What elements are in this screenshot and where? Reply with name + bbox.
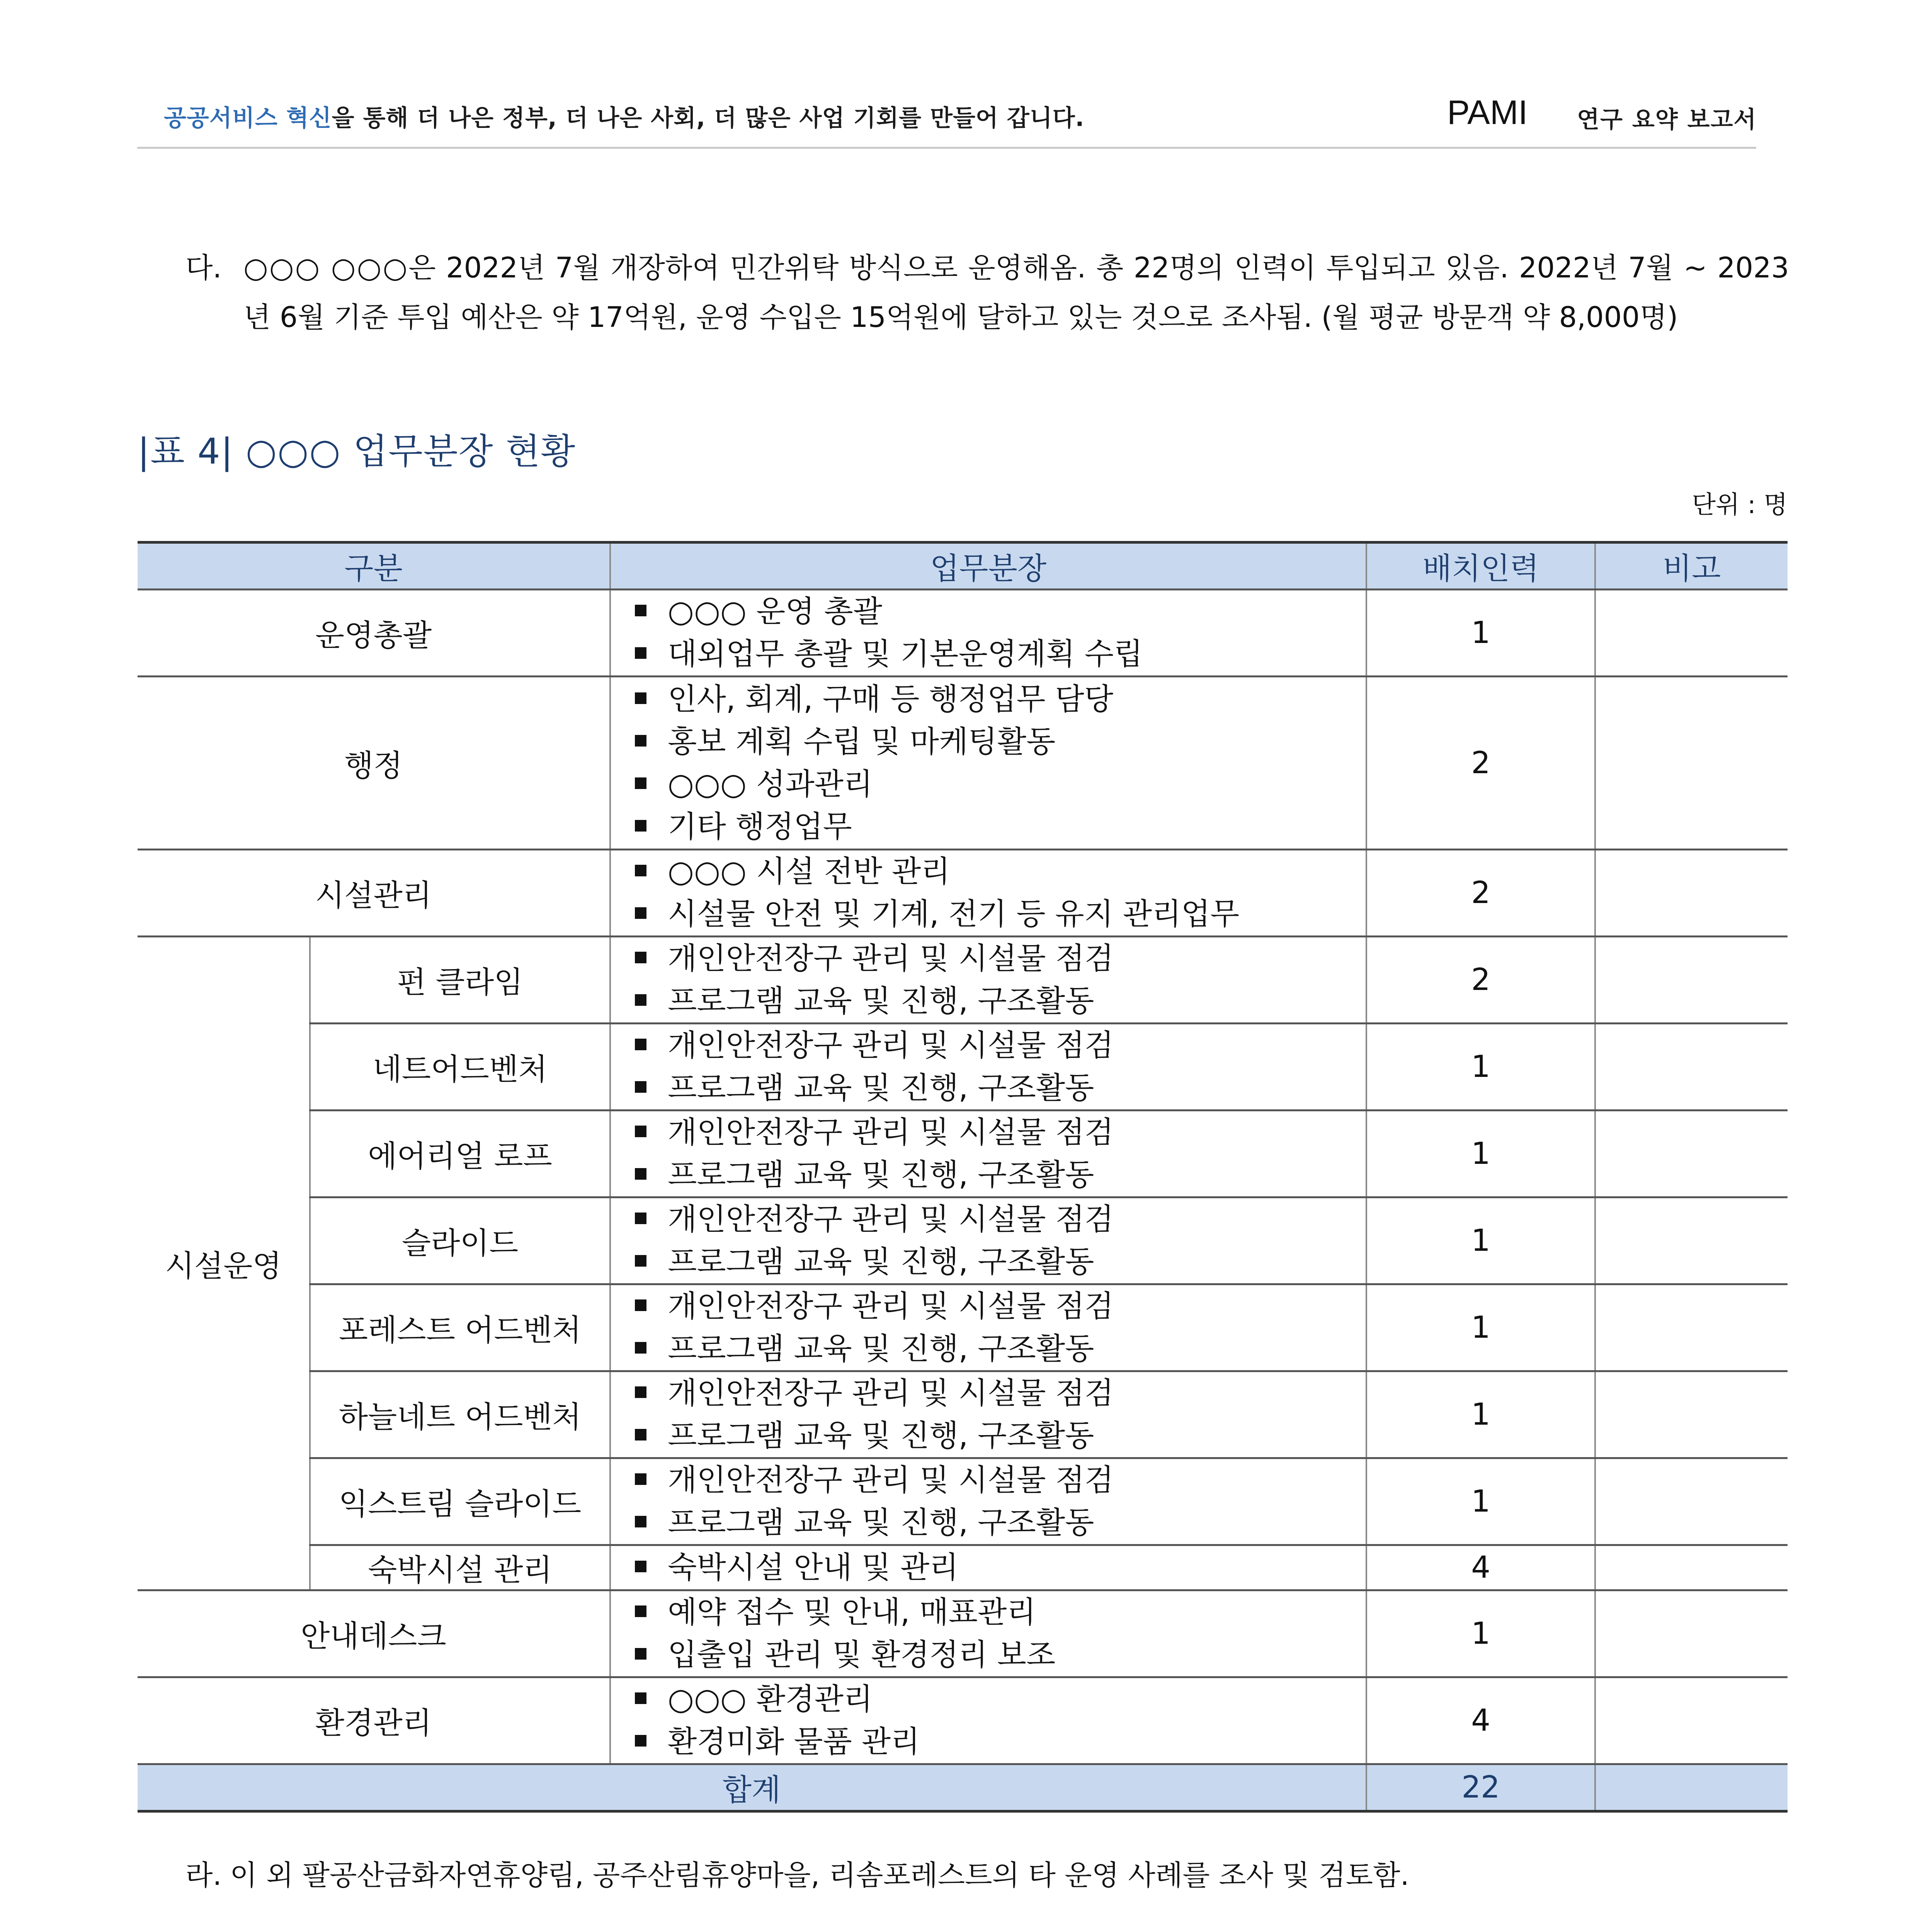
square-bullet-icon	[635, 820, 646, 832]
row-staff: 2	[1366, 850, 1595, 937]
row-staff: 4	[1366, 1677, 1595, 1764]
row-staff: 4	[1366, 1545, 1595, 1590]
duty-text: 환경미화 물품 관리	[668, 1725, 920, 1759]
row-staff: 1	[1366, 1024, 1595, 1111]
row-subcategory: 숙박시설 관리	[310, 1545, 610, 1590]
duty-text: 기타 행정업무	[668, 809, 852, 844]
row-note	[1595, 1111, 1788, 1197]
duty-item	[635, 1328, 1366, 1370]
square-bullet-icon	[635, 1081, 646, 1093]
square-bullet-icon	[635, 1039, 646, 1050]
duty-text: 개인안전장구 관리 및 시설물 점검	[668, 941, 1114, 976]
row-subcategory: 네트어드벤처	[310, 1024, 610, 1111]
duty-item	[635, 1546, 1366, 1589]
duty-table	[138, 541, 1788, 1813]
table-row	[138, 677, 1788, 850]
table-row	[138, 1545, 1788, 1590]
duty-item	[635, 806, 1366, 848]
duty-item	[635, 1285, 1366, 1328]
duty-text: 입출입 관리 및 환경정리 보조	[668, 1638, 1056, 1672]
row-subcategory: 익스트림 슬라이드	[310, 1458, 610, 1545]
row-category: 행정	[138, 677, 610, 850]
duty-item	[635, 721, 1366, 763]
duty-item	[635, 1024, 1366, 1067]
row-note	[1595, 937, 1788, 1024]
header-note: 비고	[1595, 543, 1788, 590]
row-staff: 1	[1366, 1197, 1595, 1284]
duty-text: 프로그램 교육 및 진행, 구조활동	[668, 1245, 1094, 1279]
table-row	[138, 1590, 1788, 1677]
duty-text: ○○○ 성과관리	[668, 767, 873, 802]
square-bullet-icon	[635, 1213, 646, 1224]
duty-item	[635, 1634, 1366, 1676]
duty-item	[635, 1678, 1366, 1721]
row-note	[1595, 1590, 1788, 1677]
total-note	[1595, 1764, 1788, 1811]
square-bullet-icon	[635, 865, 646, 876]
duty-text: 개인안전장구 관리 및 시설물 점검	[668, 1202, 1114, 1237]
table-row	[138, 1677, 1788, 1764]
square-bullet-icon	[635, 692, 646, 704]
row-duties	[610, 1111, 1366, 1197]
duty-text: ○○○ 환경관리	[668, 1682, 873, 1717]
header-slogan	[164, 100, 1084, 133]
duty-text: 인사, 회계, 구매 등 행정업무 담당	[668, 682, 1114, 717]
table-row	[138, 1458, 1788, 1545]
square-bullet-icon	[635, 952, 646, 963]
row-note	[1595, 1371, 1788, 1458]
duty-text: ○○○ 운영 총괄	[668, 594, 883, 629]
duty-text: ○○○ 시설 전반 관리	[668, 854, 950, 889]
row-duties	[610, 1458, 1366, 1545]
row-note	[1595, 590, 1788, 677]
duty-item	[635, 1198, 1366, 1241]
row-staff: 1	[1366, 1371, 1595, 1458]
duty-text: 숙박시설 안내 및 관리	[668, 1550, 959, 1585]
duty-text: 프로그램 교육 및 진행, 구조활동	[668, 984, 1094, 1019]
duty-item	[635, 937, 1366, 980]
square-bullet-icon	[635, 1429, 646, 1440]
square-bullet-icon	[635, 1386, 646, 1398]
square-bullet-icon	[635, 1648, 646, 1660]
duty-item	[635, 678, 1366, 721]
duty-item	[635, 850, 1366, 893]
row-duties	[610, 1024, 1366, 1111]
row-note	[1595, 1197, 1788, 1284]
table-row	[138, 1111, 1788, 1197]
duty-item	[635, 1591, 1366, 1634]
header-slogan-rest: 을 통해 더 나은 정부, 더 나은 사회, 더 많은 사업 기회를 만들어 갑니다.	[332, 105, 1085, 132]
duty-item	[635, 1241, 1366, 1283]
header-brand: PAMI	[1447, 93, 1528, 131]
row-duties	[610, 1284, 1366, 1371]
table-title: |표 4| ○○○ 업무분장 현황	[138, 431, 576, 472]
duty-text: 프로그램 교육 및 진행, 구조활동	[668, 1158, 1094, 1192]
row-duties	[610, 1371, 1366, 1458]
duty-text: 개인안전장구 관리 및 시설물 점검	[668, 1289, 1114, 1324]
duty-item	[635, 1459, 1366, 1502]
row-note	[1595, 1677, 1788, 1764]
duty-item	[635, 1372, 1366, 1415]
duty-item	[635, 1111, 1366, 1154]
duty-text: 프로그램 교육 및 진행, 구조활동	[668, 1071, 1094, 1105]
duty-text: 프로그램 교육 및 진행, 구조활동	[668, 1418, 1094, 1453]
row-note	[1595, 850, 1788, 937]
row-category-facility-ops: 시설운영	[138, 937, 310, 1590]
duty-item	[635, 763, 1366, 806]
header-slogan-accent: 공공서비스 혁신	[164, 105, 332, 132]
duty-item	[635, 980, 1366, 1022]
total-staff: 22	[1366, 1764, 1595, 1811]
row-duties	[610, 1677, 1366, 1764]
header-category: 구분	[138, 543, 610, 590]
table-total-row	[138, 1764, 1788, 1811]
row-category: 운영총괄	[138, 590, 610, 677]
row-staff: 1	[1366, 1284, 1595, 1371]
square-bullet-icon	[635, 1561, 646, 1572]
duty-text: 개인안전장구 관리 및 시설물 점검	[668, 1115, 1114, 1150]
header-report-type: 연구 요약 보고서	[1577, 106, 1757, 133]
row-duties	[610, 1197, 1366, 1284]
row-duties	[610, 1545, 1366, 1590]
row-staff: 1	[1366, 1458, 1595, 1545]
table-row	[138, 937, 1788, 1024]
duty-item	[635, 1721, 1366, 1763]
table-row	[138, 1371, 1788, 1458]
row-category: 시설관리	[138, 850, 610, 937]
table-header-row	[138, 543, 1788, 590]
square-bullet-icon	[635, 1299, 646, 1311]
duty-item	[635, 1415, 1366, 1457]
duty-text: 프로그램 교육 및 진행, 구조활동	[668, 1332, 1094, 1366]
square-bullet-icon	[635, 907, 646, 919]
row-staff: 1	[1366, 590, 1595, 677]
duty-text: 개인안전장구 관리 및 시설물 점검	[668, 1028, 1114, 1063]
duty-item	[635, 1502, 1366, 1544]
row-duties	[610, 590, 1366, 677]
square-bullet-icon	[635, 1168, 646, 1180]
duty-item	[635, 1067, 1366, 1109]
row-duties	[610, 850, 1366, 937]
duty-text: 프로그램 교육 및 진행, 구조활동	[668, 1505, 1094, 1540]
table-row	[138, 1197, 1788, 1284]
duty-item	[635, 1154, 1366, 1196]
square-bullet-icon	[635, 777, 646, 789]
square-bullet-icon	[635, 1126, 646, 1137]
row-note	[1595, 1284, 1788, 1371]
square-bullet-icon	[635, 1735, 646, 1747]
duty-text: 홍보 계획 수립 및 마케팅활동	[668, 724, 1056, 759]
total-label: 합계	[138, 1764, 1366, 1811]
paragraph-da-text: ○○○ ○○○은 2022년 7월 개장하여 민간위탁 방식으로 운영해옴. 총 22명의 인력이 투입되고 있음. 2022년 7월 ~ 2023년 6월 기준 투입 예산은 약 17억원, 운영 수입은 15억원에 달하고 있는 것으로 조사됨. (월 평균 방문객 약 8,000명)	[243, 252, 1789, 334]
duty-text: 예약 접수 및 안내, 매표관리	[668, 1595, 1036, 1630]
square-bullet-icon	[635, 605, 646, 616]
duty-item	[635, 893, 1366, 935]
table-row	[138, 590, 1788, 677]
square-bullet-icon	[635, 1255, 646, 1267]
row-duties	[610, 677, 1366, 850]
header-duties: 업무분장	[610, 543, 1366, 590]
square-bullet-icon	[635, 1473, 646, 1485]
table-row	[138, 850, 1788, 937]
duty-text: 대외업무 총괄 및 기본운영계획 수립	[668, 637, 1143, 672]
paragraph-ra-lead: 라.	[185, 1859, 222, 1892]
square-bullet-icon	[635, 735, 646, 747]
row-subcategory: 하늘네트 어드벤처	[310, 1371, 610, 1458]
row-note	[1595, 677, 1788, 850]
table-row	[138, 1284, 1788, 1371]
paragraph-ra	[185, 1851, 1789, 1900]
square-bullet-icon	[635, 1342, 646, 1354]
duty-item	[635, 633, 1366, 675]
paragraph-da	[185, 243, 1789, 342]
row-staff: 1	[1366, 1111, 1595, 1197]
square-bullet-icon	[635, 994, 646, 1006]
duty-text: 개인안전장구 관리 및 시설물 점검	[668, 1463, 1114, 1498]
row-staff: 2	[1366, 677, 1595, 850]
header-divider	[137, 147, 1756, 149]
row-category: 안내데스크	[138, 1590, 610, 1677]
square-bullet-icon	[635, 1692, 646, 1704]
row-subcategory: 펀 클라임	[310, 937, 610, 1024]
square-bullet-icon	[635, 1605, 646, 1617]
duty-text: 시설물 안전 및 기계, 전기 등 유지 관리업무	[668, 897, 1240, 932]
row-staff: 1	[1366, 1590, 1595, 1677]
row-duties	[610, 1590, 1366, 1677]
row-subcategory: 에어리얼 로프	[310, 1111, 610, 1197]
header-staff: 배치인력	[1366, 543, 1595, 590]
table-row	[138, 1024, 1788, 1111]
row-duties	[610, 937, 1366, 1024]
duty-text: 개인안전장구 관리 및 시설물 점검	[668, 1376, 1114, 1411]
row-staff: 2	[1366, 937, 1595, 1024]
row-subcategory: 슬라이드	[310, 1197, 610, 1284]
square-bullet-icon	[635, 1516, 646, 1527]
square-bullet-icon	[635, 647, 646, 659]
table-unit-label: 단위 : 명	[1692, 491, 1788, 519]
row-subcategory: 포레스트 어드벤처	[310, 1284, 610, 1371]
row-note	[1595, 1545, 1788, 1590]
row-note	[1595, 1458, 1788, 1545]
duty-item	[635, 590, 1366, 633]
row-category: 환경관리	[138, 1677, 610, 1764]
paragraph-ra-text: 이 외 팔공산금화자연휴양림, 공주산림휴양마을, 리솜포레스트의 타 운영 사례를 조사 및 검토함.	[230, 1859, 1409, 1892]
paragraph-da-lead: 다.	[185, 252, 222, 284]
row-note	[1595, 1024, 1788, 1111]
